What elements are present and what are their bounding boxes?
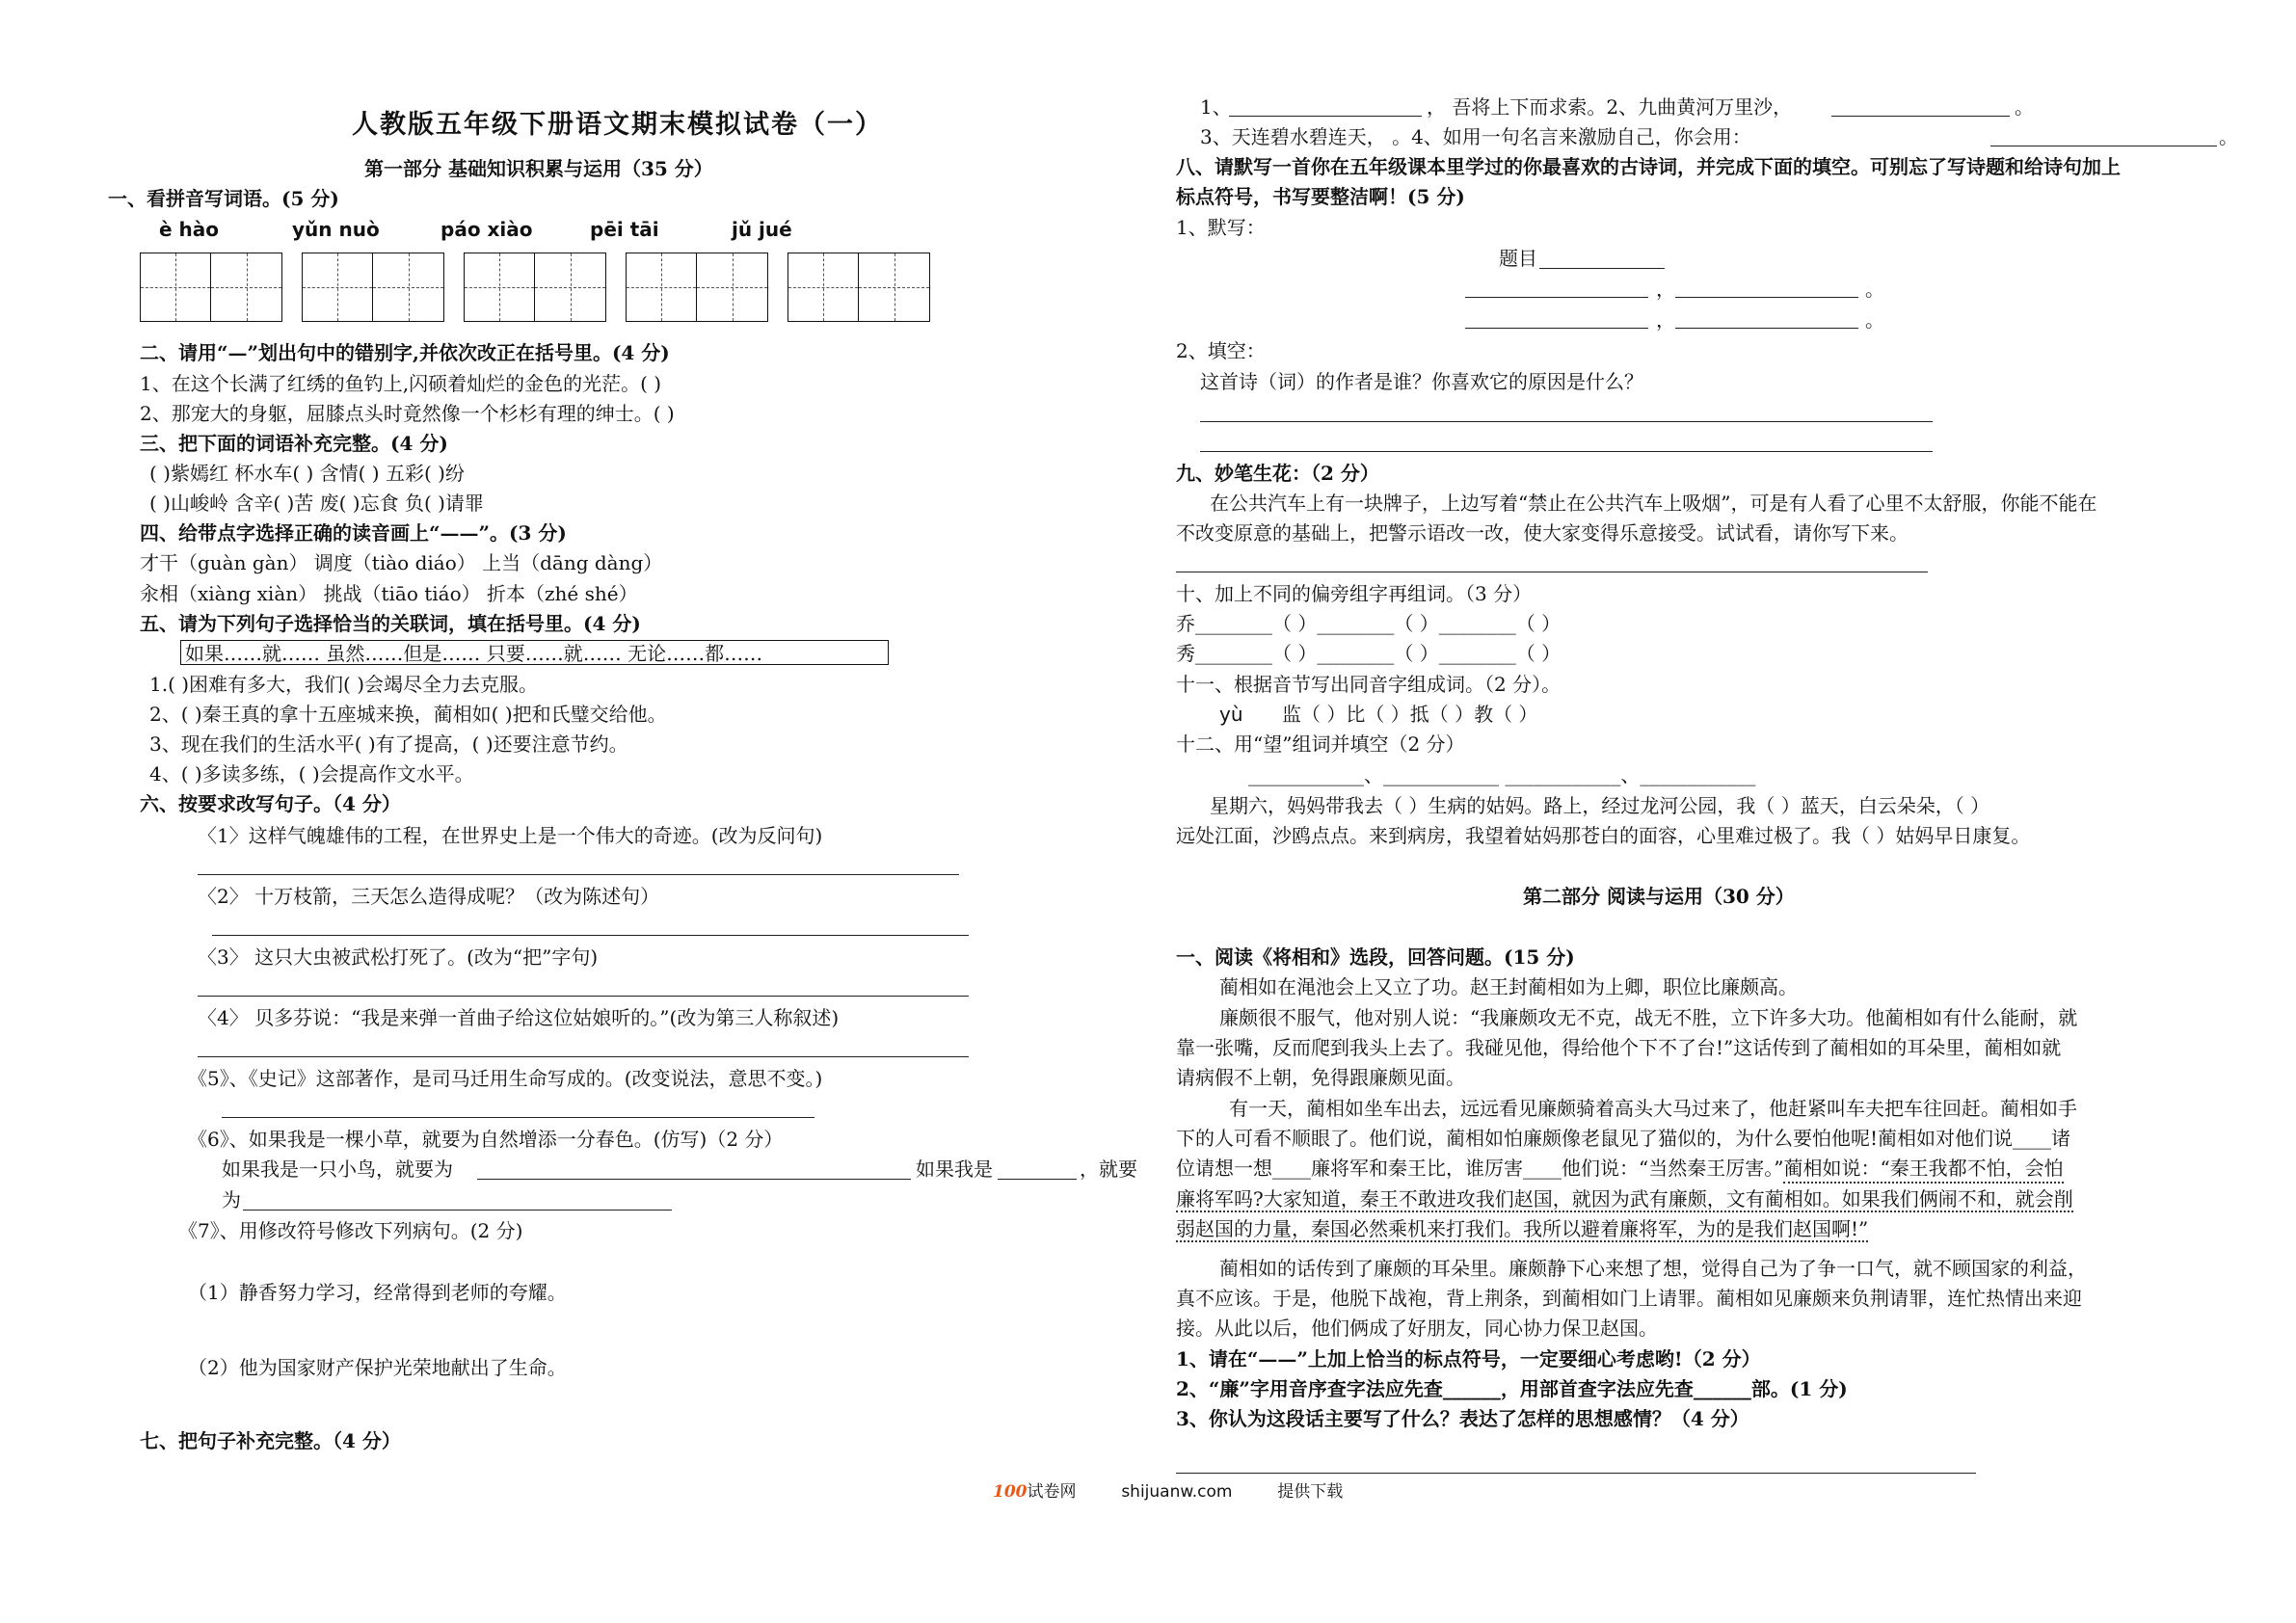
q5-line4: 4、( )多读多练，( )会提高作文水平。 (149, 762, 474, 785)
q8-heading-2: 标点符号，书写要整洁啊！(5 分) (1176, 185, 1465, 208)
poem-period: 。 (1865, 278, 1884, 301)
reading-p3d: 廉将军吗?大家知道，秦王不敢进攻我们赵国，就因为武有廉颇，文有蔺相如。如果我们俩闹不和，就会削 (1176, 1187, 2073, 1211)
writing-grid-1[interactable] (140, 253, 282, 322)
reading-p4a: 蔺相如的话传到了廉颇的耳朵里。廉颇静下心来想了想，觉得自己为了争一口气，就不顾国家的利益， (1219, 1257, 2087, 1280)
q9-p2: 不改变原意的基础上，把警示语改一改，使大家变得乐意接受。试试看，请你写下来。 (1176, 521, 1909, 545)
writing-grid-2[interactable] (302, 253, 444, 322)
reading-p3a: 有一天，蔺相如坐车出去，远远看见廉颇骑着高头大马过来了，他赶紧叫车夫把车往回赶。蔺相如手 (1229, 1097, 2077, 1120)
download-text: 提供下载 (1277, 1482, 1344, 1502)
reading-p2b: 靠一张嘴，反而爬到我头上去了。我碰见他，得给他个下不了台!”这话传到了蔺相如的耳朵里，蔺相如就 (1176, 1036, 2062, 1059)
q12-heading: 十二、用“望”组词并填空（2 分） (1176, 732, 1465, 756)
q6-s6a: 如果我是一只小鸟，就要为 (222, 1157, 453, 1181)
reading-p3e: 弱赵国的力量，秦国必然乘机来打我们。我所以避着廉将军，为的是我们赵国啊!” (1176, 1217, 1869, 1240)
answer-line[interactable] (1200, 421, 1933, 422)
q6-s5: 《5》、《史记》这部著作，是司马迁用生命写成的。(改变说法，意思不变。) (188, 1067, 823, 1090)
part2-heading: 第二部分 阅读与运用（30 分） (1523, 885, 1795, 908)
poem-title-line[interactable] (1539, 268, 1665, 269)
writing-grid-4[interactable] (626, 253, 768, 322)
writing-grid-5[interactable] (788, 253, 930, 322)
q9-heading: 九、妙笔生花：（2 分） (1176, 462, 1379, 485)
q8-heading-1: 八、请默写一首你在五年级课本里学过的你最喜欢的古诗词，并完成下面的填空。可别忘了写诗题和给诗句加上 (1176, 155, 2121, 178)
poem-period: 。 (1865, 308, 1884, 332)
reading-p3b: 下的人可看不顺眼了。他们说，蔺相如怕廉颇像老鼠见了猫似的，为什么要怕他呢!蔺相如对他们说____诸 (1176, 1127, 2071, 1150)
footer (993, 1484, 1343, 1501)
writing-grid-3[interactable] (464, 253, 606, 322)
q12-blanks: ____________、____________ ____________、____________ (1248, 763, 1756, 786)
reading-p1: 蔺相如在渑池会上又立了功。赵王封蔺相如为上卿，职位比廉颇高。 (1219, 975, 1798, 998)
q5-heading: 五、请为下列句子选择恰当的关联词，填在括号里。(4 分) (140, 612, 641, 635)
q11-line: 监（ ）比（ ）抵（ ）教（ ） (1282, 703, 1538, 726)
page-title: 人教版五年级下册语文期末模拟试卷（一） (352, 110, 883, 140)
q11-pinyin: yù (1219, 703, 1243, 726)
q3-heading: 三、把下面的词语补充完整。(4 分) (140, 432, 448, 455)
q11-heading: 十一、根据音节写出同音字组成词。（2 分）。 (1176, 673, 1562, 696)
reading-heading: 一、阅读《将相和》选段，回答问题。(15 分) (1176, 945, 1575, 969)
q8-question: 这首诗（词）的作者是谁？你喜欢它的原因是什么？ (1200, 370, 1643, 393)
q6-s6c: ，就要 (1080, 1157, 1137, 1181)
site-name: 试卷网 (1027, 1482, 1077, 1502)
q1-heading: 一、看拼音写词语。(5 分) (108, 187, 339, 210)
q7-line1-end: 。 (2015, 95, 2034, 119)
answer-line[interactable] (477, 1179, 911, 1180)
q10-heading: 十、加上不同的偏旁组字再组词。（3 分） (1176, 582, 1533, 605)
conjunction-box (180, 640, 889, 665)
answer-line[interactable] (198, 874, 959, 875)
poem-line[interactable] (1465, 297, 1648, 298)
answer-line[interactable] (1176, 1473, 1976, 1474)
q6-s3: 〈3〉 这只大虫被武松打死了。(改为“把”字句) (198, 945, 599, 969)
q4-line2: 汆相（xiàng xiàn） 挑战（tiāo tiáo） 折本（zhé shé） (140, 582, 638, 605)
reading-p3c-dotted: 蔺相如说：“秦王我都不怕，会怕 (1783, 1157, 2063, 1184)
reading-p4c: 接。从此以后，他们俩成了好朋友，同心协力保卫赵国。 (1176, 1317, 1658, 1340)
q7-line2: 3、天连碧水碧连天， 。4、如用一句名言来激励自己，你会用： (1200, 125, 1751, 148)
answer-line[interactable] (198, 1056, 969, 1057)
reading-p3c-plain: 位请想一想____廉将军和秦王比，谁厉害____他们说：“当然秦王厉害。” (1176, 1157, 1784, 1180)
q12-p2: 远处江面，沙鸥点点。来到病房，我望着姑妈那苍白的面容，心里难过极了。我（ ）姑妈早日康复。 (1176, 824, 2031, 847)
site-logo: 100 (993, 1482, 1028, 1502)
answer-line[interactable] (998, 1179, 1077, 1180)
reading-q2: 2、“廉”字用音序查字法应先查______，用部首查字法应先查______部。(1 分) (1176, 1377, 1848, 1400)
answer-line[interactable] (243, 1210, 672, 1211)
q8-recite: 1、默写： (1176, 216, 1266, 239)
reading-p2c: 请病假不上朝，免得跟廉颇见面。 (1176, 1066, 1465, 1089)
q6-s6: 《6》、如果我是一棵小草，就要为自然增添一分春色。(仿写)（2 分） (188, 1128, 784, 1151)
q6-s7: 《7》、用修改符号修改下列病句。(2 分) (178, 1219, 523, 1242)
q7-heading: 七、把句子补充完整。（4 分） (140, 1429, 401, 1452)
pinyin-2: yǔn nuò (292, 218, 380, 241)
q4-line1: 才干（guàn gàn） 调度（tiào diáo） 上当（dāng dàng） (140, 551, 663, 574)
q8-fill: 2、填空： (1176, 339, 1266, 362)
q5-line1: 1.( )困难有多大，我们( )会竭尽全力去克服。 (149, 673, 539, 696)
pinyin-4: pēi tāi (590, 218, 659, 241)
q6-heading: 六、按要求改写句子。（4 分） (140, 792, 401, 815)
q12-p1: 星期六，妈妈带我去（ ）生病的姑妈。路上，经过龙河公园，我（ ）蓝天，白云朵朵，（ ） (1210, 794, 1990, 817)
poem-line[interactable] (1465, 328, 1648, 329)
poem-comma: ， (1656, 278, 1675, 301)
q5-line2: 2、( )秦王真的拿十五座城来换，蔺相如( )把和氏璧交给他。 (149, 703, 667, 726)
answer-line[interactable] (212, 935, 969, 936)
reading-q1: 1、请在“——”上加上恰当的标点符号，一定要细心考虑哟!（2 分） (1176, 1347, 1761, 1370)
q10-row1: 乔________（ ）________（ ）________（ ） (1176, 612, 1562, 635)
pinyin-1: è hào (159, 218, 220, 241)
site-url[interactable]: shijuanw.com (1121, 1482, 1233, 1502)
answer-line[interactable] (198, 996, 969, 997)
reading-p3c (1176, 1158, 2064, 1178)
q2-line2: 2、那宠大的身躯，屈膝点头时竟然像一个杉杉有理的绅士。( ) (140, 402, 675, 425)
q6-s4: 〈4〉 贝多芬说：“我是来弹一首曲子给这位姑娘听的。”(改为第三人称叙述) (198, 1006, 840, 1029)
q7-line1-start: 1、 (1200, 95, 1232, 119)
q7-line2-end: 。 (2219, 125, 2238, 148)
q6-s6b: 如果我是 (916, 1157, 993, 1181)
q10-row2: 秀________（ ）________（ ）________（ ） (1176, 642, 1562, 665)
q3-line1: ( )紫嫣红 杯水车( ) 含情( ) 五彩( )纷 (149, 462, 465, 485)
answer-line[interactable] (222, 1117, 814, 1118)
q6-s7b: （2）他为国家财产保护光荣地献出了生命。 (188, 1356, 567, 1379)
poem-comma: ， (1656, 308, 1675, 332)
reading-p2a: 廉颇很不服气，他对别人说：“我廉颇攻无不克，战无不胜，立下许多大功。他蔺相如有什么能耐，就 (1219, 1006, 2078, 1029)
conjunction-options: 如果……就…… 虽然……但是…… 只要……就…… 无论……都…… (185, 642, 763, 665)
q9-p1: 在公共汽车上有一块牌子，上边写着“禁止在公共汽车上吸烟”，可是有人看了心里不太舒服，你能不能在 (1210, 492, 2097, 515)
q6-s7a: （1）静香努力学习，经常得到老师的夸耀。 (188, 1281, 567, 1304)
q6-s1: 〈1〉这样气魄雄伟的工程，在世界史上是一个伟大的奇迹。(改为反问句) (198, 824, 823, 847)
answer-line[interactable] (1200, 451, 1933, 452)
poem-title-label: 题目 (1499, 247, 1537, 270)
q3-line2: ( )山峻岭 含辛( )苦 废( )忘食 负( )请罪 (149, 492, 484, 515)
q6-s6d: 为 (222, 1188, 241, 1211)
q6-s2: 〈2〉 十万枝箭，三天怎么造得成呢？（改为陈述句） (198, 885, 660, 908)
reading-p4b: 真不应该。于是，他脱下战袍，背上荆条，到蔺相如门上请罪。蔺相如见廉颇来负荆请罪，连忙热情出来迎 (1176, 1287, 2082, 1310)
answer-line[interactable] (1831, 116, 2010, 117)
poem-line[interactable] (1675, 297, 1858, 298)
pinyin-3: páo xiào (441, 218, 533, 241)
pinyin-5: jǔ jué (732, 218, 792, 241)
poem-line[interactable] (1675, 328, 1858, 329)
q2-line1: 1、在这个长满了红绣的鱼钓上,闪硕着灿烂的金色的光茫。( ) (140, 372, 662, 395)
q4-heading: 四、给带点字选择正确的读音画上“——”。(3 分) (140, 521, 567, 545)
part1-heading: 第一部分 基础知识积累与运用（35 分） (364, 157, 713, 180)
reading-q3: 3、你认为这段话主要写了什么？表达了怎样的思想感情？（4 分） (1176, 1407, 1749, 1430)
q5-line3: 3、现在我们的生活水平( )有了提高，( )还要注意节约。 (149, 732, 628, 756)
answer-line[interactable] (1229, 116, 1422, 117)
q7-line1-mid: ， 吾将上下而求索。2、九曲黄河万里沙， (1427, 95, 1793, 119)
q2-heading: 二、请用“—”划出句中的错别字,并依次改正在括号里。(4 分) (140, 341, 670, 364)
